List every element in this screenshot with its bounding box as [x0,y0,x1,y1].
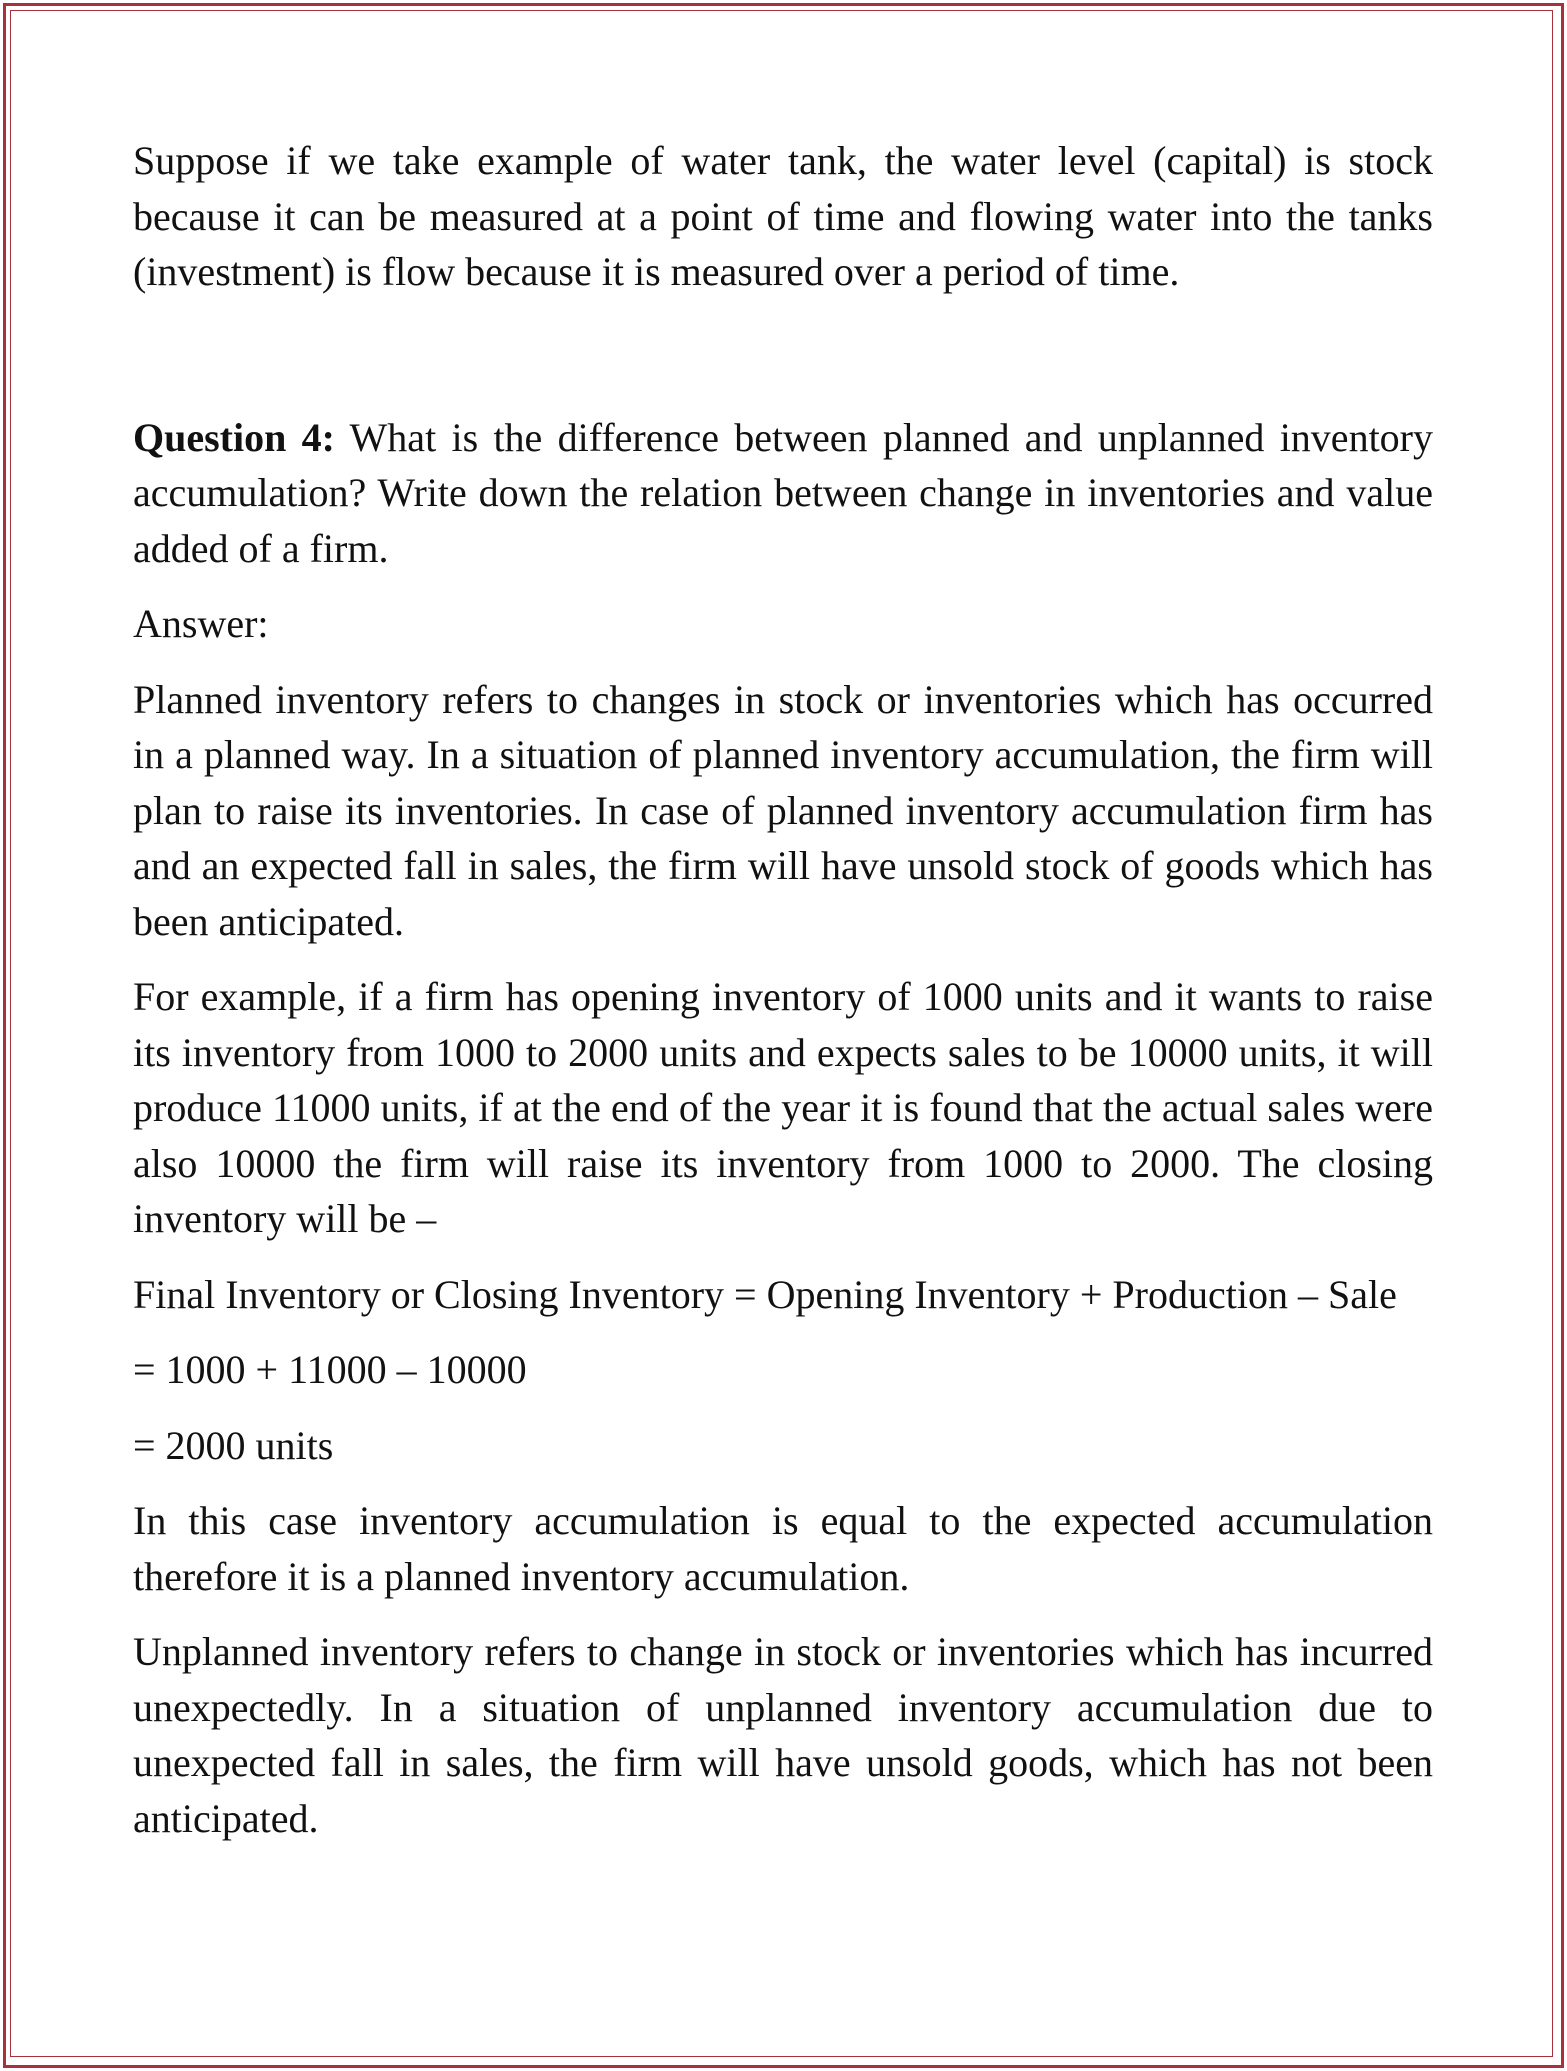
example-paragraph: For example, if a firm has opening inventory of 1000 units and it wants to raise its inventory from 1000 to 2000 units and expects sales to be 10000 units, it will produce 11000 units, if at the end of the year it is found that the actual sales were also 10000 the firm will raise its inventory from 1000 to 2000. The closing inventory will be – [133,974,1433,1241]
question-label: Question 4: [133,414,335,460]
question-paragraph [133,410,1433,577]
calculation-line-1: = 1000 + 11000 – 10000 [133,1347,527,1392]
intro-paragraph: Suppose if we take example of water tank, the water level (capital) is stock because it can be measured at a point of time and flowing water into the tanks (investment) is flow because it is measured over a period of time. [133,138,1433,294]
answer-label: Answer: [133,601,269,646]
formula-line: Final Inventory or Closing Inventory = Opening Inventory + Production – Sale [133,1271,1397,1317]
calculation-line-2: = 2000 units [133,1422,334,1468]
question-text: What is the difference between planned and unplanned inventory accumulation? Write down the relation between change in inventories and value added of a firm. [133,414,1433,571]
unplanned-paragraph: Unplanned inventory refers to change in stock or inventories which has incurred unexpectedly. In a situation of unplanned inventory accumulation due to unexpected fall in sales, the firm will have unsold goods, which has not been anticipated. [133,1629,1433,1841]
conclusion-paragraph: In this case inventory accumulation is equal to the expected accumulation therefore it is a planned inventory accumulation. [133,1498,1433,1599]
page-content [133,133,1433,1846]
planned-paragraph: Planned inventory refers to changes in stock or inventories which has occurred in a planned way. In a situation of planned inventory accumulation, the firm will plan to raise its inventories. In case of planned inventory accumulation firm has and an expected fall in sales, the firm will have unsold stock of goods which has been anticipated. [133,676,1433,944]
